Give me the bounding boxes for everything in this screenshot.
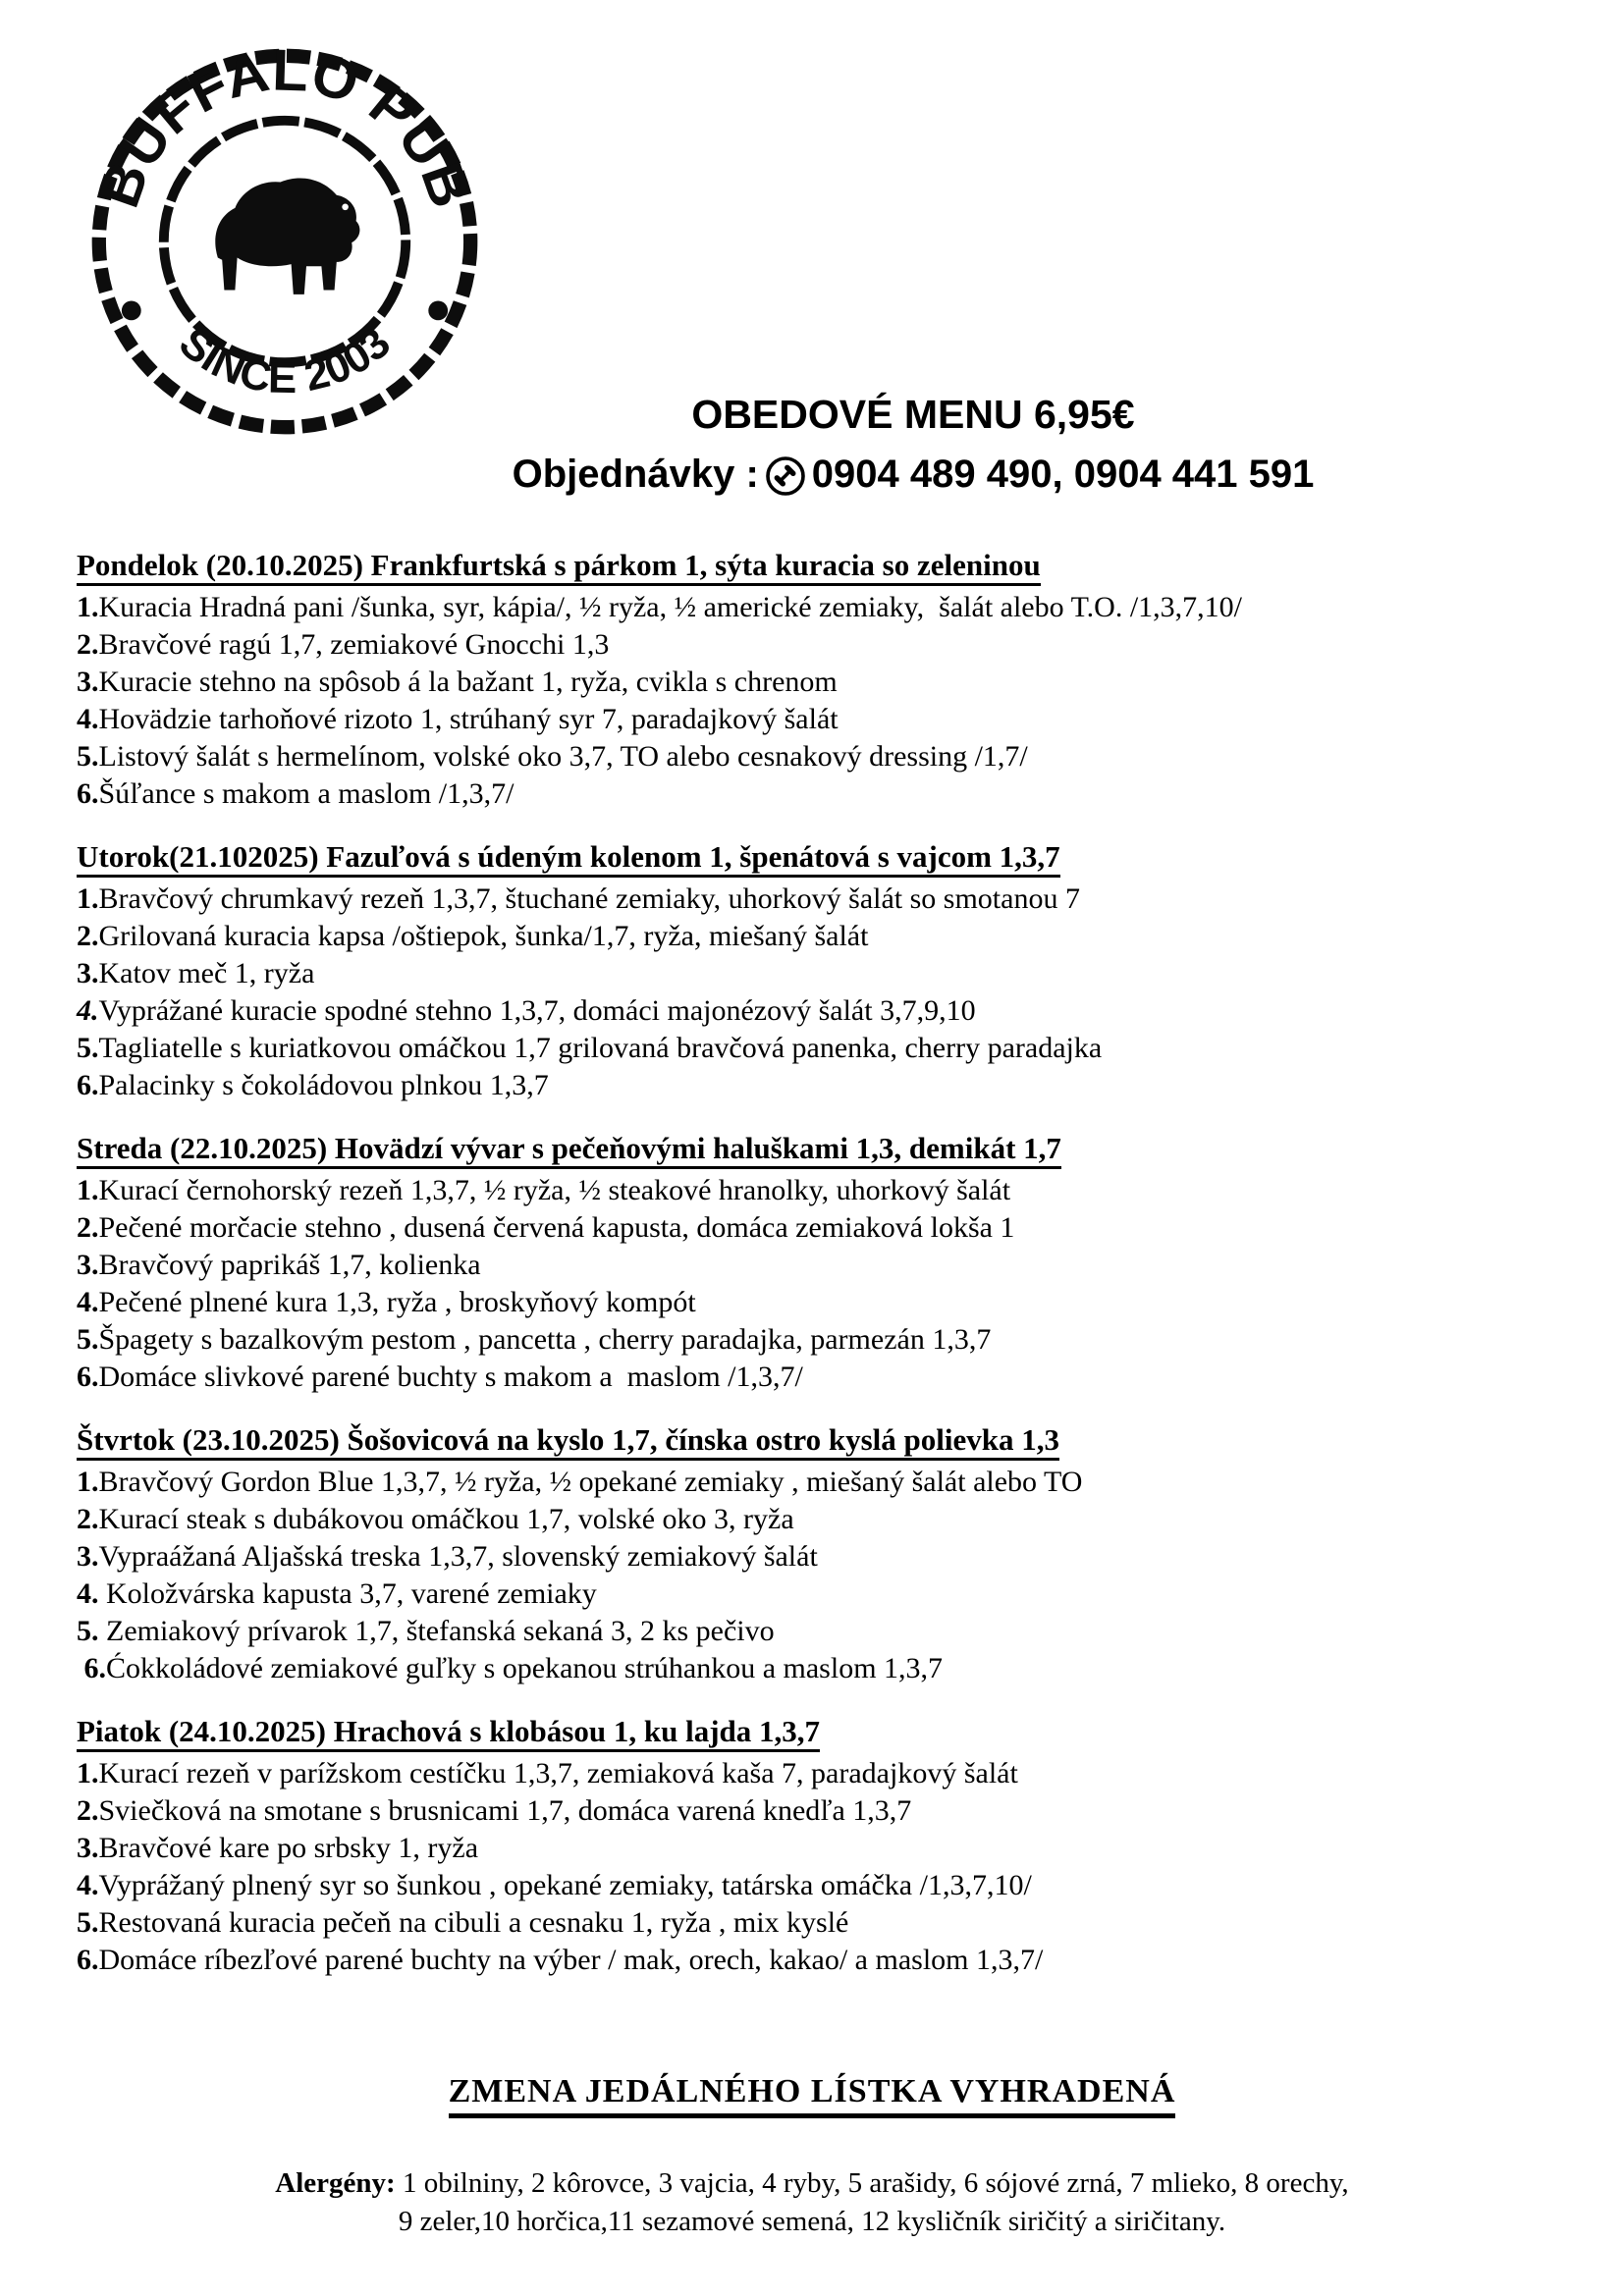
item-text: Hovädzie tarhoňové rizoto 1, strúhaný syr 7, paradajkový šalát (98, 703, 839, 735)
menu-item (77, 775, 1570, 813)
item-text: Listový šalát s hermelínom, volské oko 3,7, TO alebo cesnakový dressing /1,7/ (98, 740, 1028, 773)
menu-item (77, 1755, 1570, 1792)
item-number: 4. (77, 1577, 99, 1610)
item-number: 1. (77, 882, 99, 915)
item-text: Bravčové ragú 1,7, zemiakové Gnocchi 1,3 (98, 628, 610, 661)
buffalo-icon (215, 179, 359, 294)
item-text: Tagliatelle s kuriatkovou omáčkou 1,7 grilovaná bravčová panenka, cherry paradajka (98, 1032, 1103, 1064)
item-text: Šúľance s makom a maslom /1,3,7/ (98, 777, 514, 810)
day-items (77, 589, 1570, 813)
menu-item (77, 626, 1570, 664)
menu-item (77, 918, 1570, 955)
menu-item (77, 1172, 1570, 1209)
menu-change-notice: ZMENA JEDÁLNÉHO LÍSTKA VYHRADENÁ (449, 2073, 1176, 2118)
item-number: 6. (77, 777, 99, 810)
item-text: Zemiakový prívarok 1,7, štefanská sekaná 3, 2 ks pečivo (98, 1615, 775, 1647)
item-text: Sviečková na smotane s brusnicami 1,7, domáca varená knedľa 1,3,7 (98, 1794, 912, 1827)
item-number: 5. (77, 1323, 99, 1356)
item-text: Kuracie stehno na spôsob á la bažant 1, ryža, cvikla s chrenom (98, 666, 838, 698)
item-text: Vyprážaný plnený syr so šunkou , opekané zemiaky, tatárska omáčka /1,3,7,10/ (98, 1869, 1032, 1901)
menu-item (77, 1501, 1570, 1538)
day-heading: Pondelok (20.10.2025) Frankfurtská s párkom 1, sýta kuracia so zeleninou (77, 548, 1041, 586)
menu-item (77, 1613, 1570, 1650)
item-number: 2. (77, 628, 99, 661)
item-number: 6. (77, 1361, 99, 1393)
day-section (77, 837, 1570, 1104)
phone-numbers: 0904 489 490, 0904 441 591 (811, 453, 1315, 497)
item-number: 3. (77, 1832, 99, 1864)
day-section (77, 1129, 1570, 1396)
item-number: 3. (77, 1540, 99, 1573)
menu-item (77, 1359, 1570, 1396)
item-text: Bravčový paprikáš 1,7, kolienka (98, 1249, 481, 1281)
item-number: 1. (77, 1757, 99, 1789)
day-heading: Utorok(21.102025) Fazuľová s údeným kolenom 1, špenátová s vajcom 1,3,7 (77, 839, 1060, 878)
item-number: 5. (77, 740, 99, 773)
day-heading: Štvrtok (23.10.2025) Šošovicová na kyslo 1,7, čínska ostro kyslá polievka 1,3 (77, 1422, 1059, 1461)
item-text: Domáce slivkové parené buchty s makom a maslom /1,3,7/ (98, 1361, 803, 1393)
stamp-dot-left (122, 301, 141, 321)
orders-line (353, 453, 1473, 496)
menu-item (77, 1867, 1570, 1904)
item-number: 3. (77, 666, 99, 698)
day-items (77, 1755, 1570, 1979)
item-text: Vypraážaná Aljašská treska 1,3,7, slovenský zemiakový šalát (98, 1540, 818, 1573)
orders-label: Objednávky : (512, 453, 759, 497)
menu-item (77, 1792, 1570, 1830)
item-number: 5. (77, 1032, 99, 1064)
item-number: 5. (77, 1615, 99, 1647)
logo-arc-text-bottom: SINCE 2003 (170, 318, 400, 403)
day-items (77, 1172, 1570, 1396)
menu-item (77, 1650, 1570, 1687)
menu-item (77, 1284, 1570, 1321)
allergens-block (0, 2164, 1624, 2241)
item-number: 3. (77, 957, 99, 989)
day-heading: Piatok (24.10.2025) Hrachová s klobásou 1, ku lajda 1,3,7 (77, 1714, 820, 1752)
day-section (77, 1712, 1570, 1979)
menu-item (77, 1830, 1570, 1867)
menu-item (77, 955, 1570, 992)
item-text: Palacinky s čokoládovou plnkou 1,3,7 (98, 1069, 549, 1101)
buffalo-pub-stamp-icon (90, 47, 479, 436)
svg-text:SINCE 2003 (170, 318, 400, 402)
day-items (77, 881, 1570, 1104)
item-text: Ćokkoládové zemiakové guľky s opekanou strúhankou a maslom 1,3,7 (106, 1652, 944, 1684)
menu-item (77, 701, 1570, 738)
allergens-text-1: 1 obilniny, 2 kôrovce, 3 vajcia, 4 ryby, 5 arašidy, 6 sójové zrná, 7 mlieko, 8 orechy, (395, 2167, 1349, 2199)
phone-circle-icon (765, 455, 806, 497)
item-text: Kurací rezeň v parížskom cestíčku 1,3,7, zemiaková kaša 7, paradajkový šalát (98, 1757, 1018, 1789)
menu-item (77, 1942, 1570, 1979)
item-text: Koložvárska kapusta 3,7, varené zemiaky (98, 1577, 597, 1610)
header (353, 393, 1473, 496)
buffalo-pub-logo (90, 47, 479, 436)
menu-item (77, 1575, 1570, 1613)
day-section (77, 546, 1570, 813)
item-number: 2. (77, 1211, 99, 1244)
menu-item (77, 1209, 1570, 1247)
item-text: Kuracia Hradná pani /šunka, syr, kápia/, ½ ryža, ½ americké zemiaky, šalát alebo T.O. /1,3,7,10/ (98, 591, 1243, 623)
item-number: 5. (77, 1906, 99, 1939)
allergens-line-1 (0, 2164, 1624, 2203)
menu-item (77, 881, 1570, 918)
item-number: 6. (77, 1652, 106, 1684)
item-number: 2. (77, 1503, 99, 1535)
item-number: 6. (77, 1944, 99, 1976)
item-number: 3. (77, 1249, 99, 1281)
menu-item (77, 664, 1570, 701)
allergens-label: Alergény: (275, 2167, 396, 2199)
item-text: Domáce ríbezľové parené buchty na výber / mak, orech, kakao/ a maslom 1,3,7/ (98, 1944, 1044, 1976)
logo-arc-text-top: BUFFALO PUB (90, 47, 479, 216)
menu-item (77, 1904, 1570, 1942)
day-heading: Streda (22.10.2025) Hovädzí vývar s pečeňovými haluškami 1,3, demikát 1,7 (77, 1131, 1061, 1169)
item-text: Vyprážané kuracie spodné stehno 1,3,7, domáci majonézový šalát 3,7,9,10 (98, 994, 976, 1027)
day-items (77, 1464, 1570, 1687)
buffalo-eye (342, 204, 349, 211)
menu-item (77, 589, 1570, 626)
item-text: Kurací steak s dubákovou omáčkou 1,7, volské oko 3, ryža (98, 1503, 794, 1535)
menu-item (77, 992, 1570, 1030)
menu-item (77, 1321, 1570, 1359)
item-number: 4. (77, 994, 99, 1027)
item-text: Grilovaná kuracia kapsa /oštiepok, šunka/1,7, ryža, miešaný šalát (98, 920, 869, 952)
item-number: 6. (77, 1069, 99, 1101)
item-text: Kurací černohorský rezeň 1,3,7, ½ ryža, ½ steakové hranolky, uhorkový šalát (98, 1174, 1011, 1206)
item-text: Bravčový chrumkavý rezeň 1,3,7, štuchané zemiaky, uhorkový šalát so smotanou 7 (98, 882, 1080, 915)
menu-item (77, 738, 1570, 775)
item-text: Bravčový Gordon Blue 1,3,7, ½ ryža, ½ opekané zemiaky , miešaný šalát alebo TO (98, 1466, 1083, 1498)
item-number: 4. (77, 1286, 99, 1318)
item-number: 2. (77, 1794, 99, 1827)
menu-item (77, 1030, 1570, 1067)
item-number: 1. (77, 1174, 99, 1206)
item-number: 4. (77, 1869, 99, 1901)
notice-wrap (0, 2073, 1624, 2118)
page-title: OBEDOVÉ MENU 6,95€ (691, 392, 1135, 437)
menu-sections (77, 546, 1570, 2003)
stamp-dot-right (428, 301, 448, 321)
allergens-line-2: 9 zeler,10 horčica,11 sezamové semená, 12 kysličník siričitý a siričitany. (398, 2206, 1226, 2237)
menu-item (77, 1247, 1570, 1284)
menu-item (77, 1538, 1570, 1575)
item-text: Pečené morčacie stehno , dusená červená kapusta, domáca zemiaková lokša 1 (98, 1211, 1015, 1244)
menu-item (77, 1464, 1570, 1501)
item-number: 1. (77, 591, 99, 623)
day-section (77, 1420, 1570, 1687)
item-number: 2. (77, 920, 99, 952)
item-text: Restovaná kuracia pečeň na cibuli a cesnaku 1, ryža , mix kyslé (98, 1906, 849, 1939)
item-text: Špagety s bazalkovým pestom , pancetta , cherry paradajka, parmezán 1,3,7 (98, 1323, 992, 1356)
menu-item (77, 1067, 1570, 1104)
item-text: Pečené plnené kura 1,3, ryža , broskyňový kompót (98, 1286, 696, 1318)
item-number: 1. (77, 1466, 99, 1498)
item-text: Katov meč 1, ryža (98, 957, 315, 989)
item-number: 4. (77, 703, 99, 735)
item-text: Bravčové kare po srbsky 1, ryža (98, 1832, 479, 1864)
